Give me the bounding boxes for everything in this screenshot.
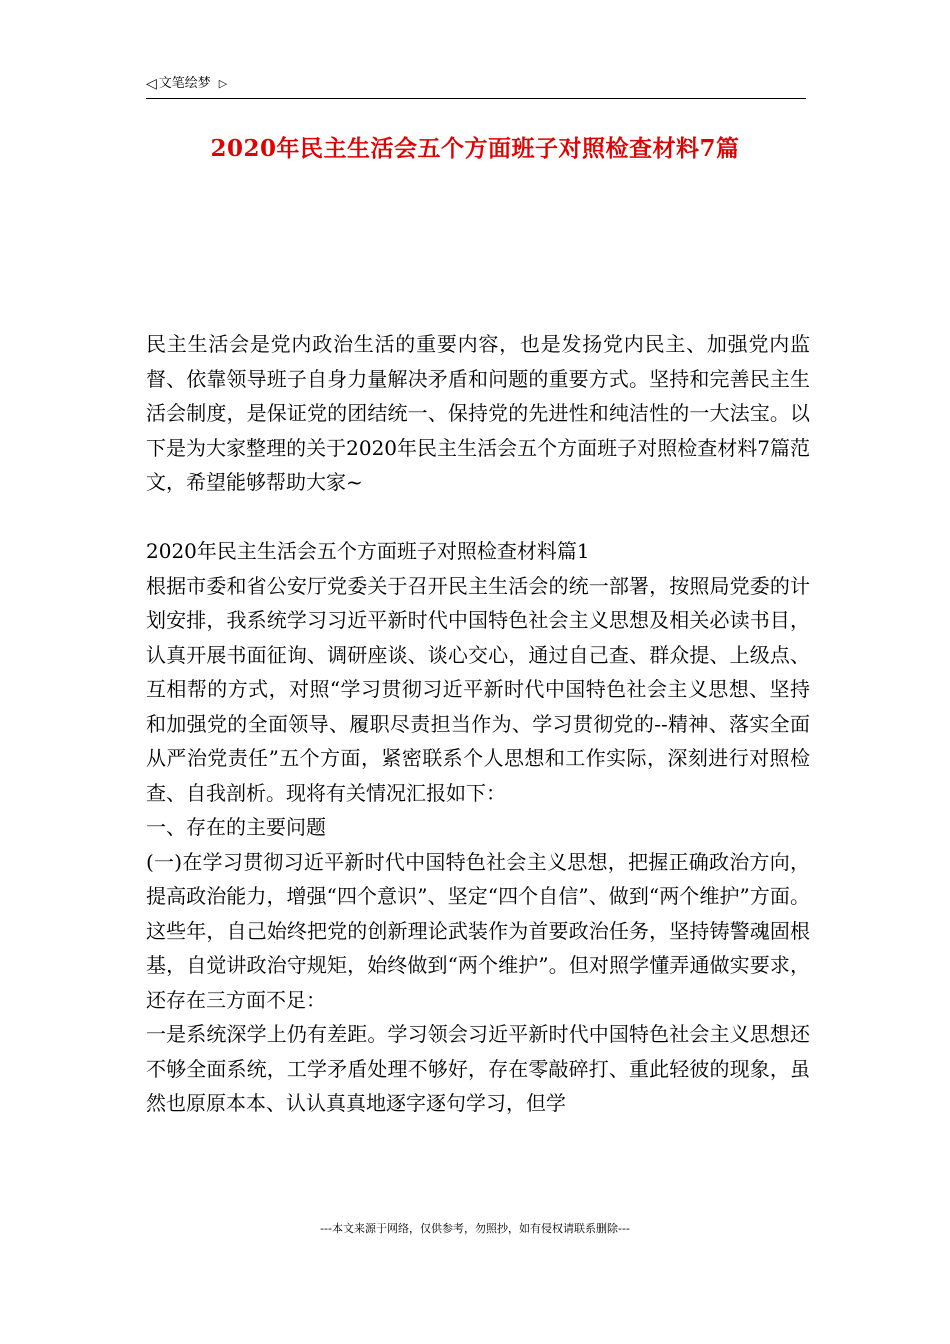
right-triangle-icon: ▷: [218, 77, 228, 90]
intro-paragraph: 民主生活会是党内政治生活的重要内容，也是发扬党内民主、加强党内监督、依靠领导班子自身力量解决矛盾和问题的重要方式。坚持和完善民主生活会制度，是保证党的团结统一、保持党的先进性和纯洁性的一大法宝。以下是为大家整理的关于2020年民主生活会五个方面班子对照检查材料7篇范文，希望能够帮助大家~: [146, 332, 810, 494]
body-paragraph: (一)在学习贯彻习近平新时代中国特色社会主义思想，把握正确政治方向，提高政治能力，增强“四个意识”、坚定“四个自信”、做到“两个维护”方面。这些年，自己始终把党的创新理论武装作为首要政治任务，坚持铸警魂固根基，自觉讲政治守规矩，始终做到“两个维护”。但对照学懂弄通做实要求，还存在三方面不足：: [146, 849, 810, 1012]
page-header: [146, 70, 806, 99]
header-brand-name: 文笔绘梦: [158, 76, 211, 91]
body-paragraph: 一是系统深学上仍有差距。学习领会习近平新时代中国特色社会主义思想还不够全面系统，工学矛盾处理不够好，存在零敲碎打、重此轻彼的现象，虽然也原原本本、认认真真地逐字逐句学习，但学: [146, 1022, 810, 1115]
paragraph-gap: [146, 500, 810, 535]
page-footer-disclaimer: ---本文来源于网络，仅供参考，勿照抄，如有侵权请联系删除---: [320, 1222, 630, 1235]
document-body: [146, 327, 810, 1121]
left-triangle-icon: ◁: [146, 76, 157, 92]
body-paragraph: 根据市委和省公安厅党委关于召开民主生活会的统一部署，按照局党委的计划安排，我系统学习习近平新时代中国特色社会主义思想及相关必读书目，认真开展书面征询、调研座谈、谈心交心，通过自己查、群众提、上级点、互相帮的方式，对照“学习贯彻习近平新时代中国特色社会主义思想、坚持和加强党的全面领导、履职尽责担当作为、学习贯彻党的--精神、落实全面从严治党责任”五个方面，紧密联系个人思想和工作实际，深刻进行对照检查、自我剖析。现将有关情况汇报如下：: [146, 573, 810, 805]
subsection-heading: 一、存在的主要问题: [146, 815, 326, 839]
document-title: 2020年民主生活会五个方面班子对照检查材料7篇: [210, 135, 740, 162]
section-heading: 2020年民主生活会五个方面班子对照检查材料篇1: [146, 539, 590, 563]
